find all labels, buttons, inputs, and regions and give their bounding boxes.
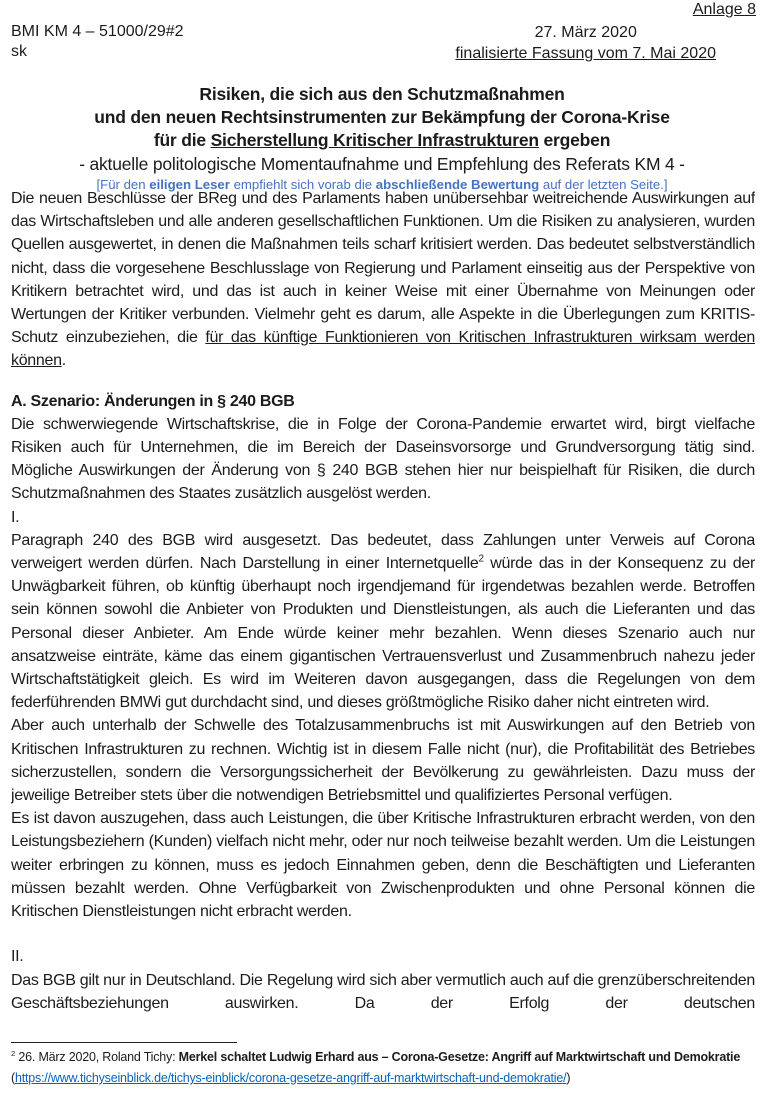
title-line-3: [0, 129, 764, 152]
footnote-separator: [11, 1042, 237, 1043]
reader-note-post: auf der letzten Seite.]: [539, 177, 668, 192]
footnote-line-2: [11, 1068, 755, 1089]
roman-numeral-1: I.: [11, 508, 20, 526]
header-right: [455, 22, 716, 64]
reader-note-pre: [Für den: [96, 177, 150, 192]
reader-note-bold-1: eiligen Leser: [149, 177, 230, 192]
title-line-1: Risiken, die sich aus den Schutzmaßnahmen: [199, 84, 565, 104]
body-text: [11, 187, 755, 1042]
subtitle: - aktuelle politologische Momentaufnahme und Empfehlung des Referats KM 4 -: [79, 154, 685, 174]
paragraph-2-text-1: Paragraph 240 des BGB wird ausgesetzt. Das bedeutet, dass Zahlungen unter Verweis auf Corona verweigert werden dürfen. Nach Darstellung in einer Internetquelle: [11, 531, 755, 573]
intro-paragraph-underlined: für das künftige Funktionieren von Kritischen Infrastrukturen wirksam werden können: [11, 329, 755, 370]
file-reference: BMI KM 4 – 51000/29#2: [11, 23, 184, 40]
title-block: [0, 83, 764, 193]
section-a-paragraph-3: Aber auch unterhalb der Schwelle des Totalzusammenbruchs ist mit Auswirkungen auf den Betrieb von Kritischen Infrastrukturen zu rechnen. Wichtig ist in diesem Falle nicht (nur), die Profitabilität des Betriebes sicherzustellen, sondern die Versorgungssicherheit der Bevölkerung zu gewährleisten. Dazu muss der jeweilige Betreiber stets über die notwendigen Betriebsmittel und qualifiziertes Personal verfügen.: [11, 717, 755, 805]
intro-paragraph-text: Die neuen Beschlüsse der BReg und des Parlaments haben unübersehbar weitreichende Auswirkungen auf das Wirtschaftsleben und alle anderen gesellschaftlichen Funktionen. Um die Risiken zu analysieren, wurden Quellen ausgewertet, in denen die Maßnahmen teils scharf kritisiert werden. Das bedeutet selbstverständlich nicht, dass die vorgesehene Beschlusslage von Regierung und Parlament einseitig aus der Perspektive von Kritikern betrachtet wird, und das ist auch in keiner Weise mit einer Übernahme von Meinungen oder Wertungen der Kritiker verbunden. Vielmehr geht es darum, alle Aspekte in die Überlegungen zum KRITIS-Schutz einzubeziehen, die: [11, 190, 755, 347]
section-a-paragraph-2: [11, 529, 755, 715]
footnote-source-title: Merkel schaltet Ludwig Erhard aus – Corona-Gesetze: Angriff auf Marktwirtschaft und Demokratie: [178, 1050, 741, 1064]
footnote-area: [11, 1042, 755, 1089]
title-line-3-post: ergeben: [538, 130, 611, 150]
footnote-marker: 2: [11, 1048, 16, 1058]
section-a-heading: A. Szenario: Änderungen in § 240 BGB: [11, 392, 295, 410]
footnote-reference-2[interactable]: 2: [478, 553, 484, 565]
footnote-paren-open: (: [11, 1071, 15, 1085]
title-line-2: und den neuen Rechtsinstrumenten zur Bekämpfung der Corona-Krise: [94, 107, 670, 127]
document-date: 27. März 2020: [534, 24, 637, 41]
reader-note-mid: empfiehlt sich vorab die: [229, 177, 376, 192]
title-line-3-underlined: Sicherstellung Kritischer Infrastrukturen: [210, 130, 539, 150]
footnote-citation: 26. März 2020, Roland Tichy:: [15, 1050, 179, 1064]
header-left: [11, 22, 184, 62]
roman-numeral-2: II.: [11, 948, 24, 966]
section-a-paragraph-1: Die schwerwiegende Wirtschaftskrise, die in Folge der Corona-Pandemie erwartet wird, birgt vielfache Risiken auch für Unternehmen, die im Bereich der Daseinsvorsorge und Grundversorgung tätig sind. Mögliche Auswirkungen der Änderung von § 240 BGB stehen hier nur beispielhaft für Risiken, die durch Schutzmaßnahmen des Staates zusätzlich ausgelöst werden.: [11, 415, 755, 503]
intro-paragraph-period: .: [61, 352, 66, 370]
footnote-paren-close: ): [566, 1071, 571, 1085]
finalized-version-note: finalisierte Fassung vom 7. Mai 2020: [455, 45, 716, 62]
footnote-line-1: [11, 1047, 755, 1068]
reader-note-bold-2: abschließende Bewertung: [375, 177, 540, 192]
annex-label: Anlage 8: [692, 1, 756, 18]
title-line-3-pre: für die: [153, 130, 211, 150]
section-a-paragraph-4: Es ist davon auszugehen, dass auch Leistungen, die über Kritische Infrastrukturen erbracht werden, von den Leistungsbeziehern (Kunden) vielfach nicht mehr, oder nur noch teilweise bezahlt werden. Um die Leistungen weiter erbringen zu können, muss es jedoch Einnahmen geben, denn die Beschäftigten und Lieferanten müssen bezahlt werden. Ohne Verfügbarkeit von Zwischenprodukten und ohne Personal können die Kritischen Dienstleistungen nicht erbracht werden.: [11, 810, 755, 921]
footnote-url-link[interactable]: https://www.tichyseinblick.de/tichys-einblick/corona-gesetze-angriff-auf-marktwirtschaft-und-demokratie/: [14, 1071, 567, 1085]
header-row: [11, 22, 756, 64]
intro-paragraph: [11, 187, 755, 373]
author-initials: sk: [11, 43, 27, 60]
section-a-paragraph-5: Das BGB gilt nur in Deutschland. Die Regelung wird sich aber vermutlich auch auf die grenzüberschreitenden Geschäftsbeziehungen auswirken. Da der Erfolg der deutschen: [11, 971, 755, 1012]
page-header: [11, 0, 756, 64]
paragraph-2-text-2: würde das in der Konsequenz zu der Unwägbarkeit führen, ob künftig überhaupt noch irgendjemand für irgendetwas bezahlen werde. Betroffen sein können sowohl die Anbieter von Produkten und Dienstleistungen, als auch die Lieferanten und das Personal dieser Anbieter. Am Ende würde keiner mehr bezahlen. Wenn dieses Szenario auch nur ansatzweise einträte, käme das einem gigantischen Vertrauensverlust und Zusammenbruch nahezu jeder Wirtschaftstätigkeit gleich. Es wird im Weiteren davon ausgegangen, dass die Regelungen von dem federführenden BMWi gut durchdacht sind, und dieses größtmögliche Risiko daher nicht eintreten wird.: [11, 555, 755, 712]
